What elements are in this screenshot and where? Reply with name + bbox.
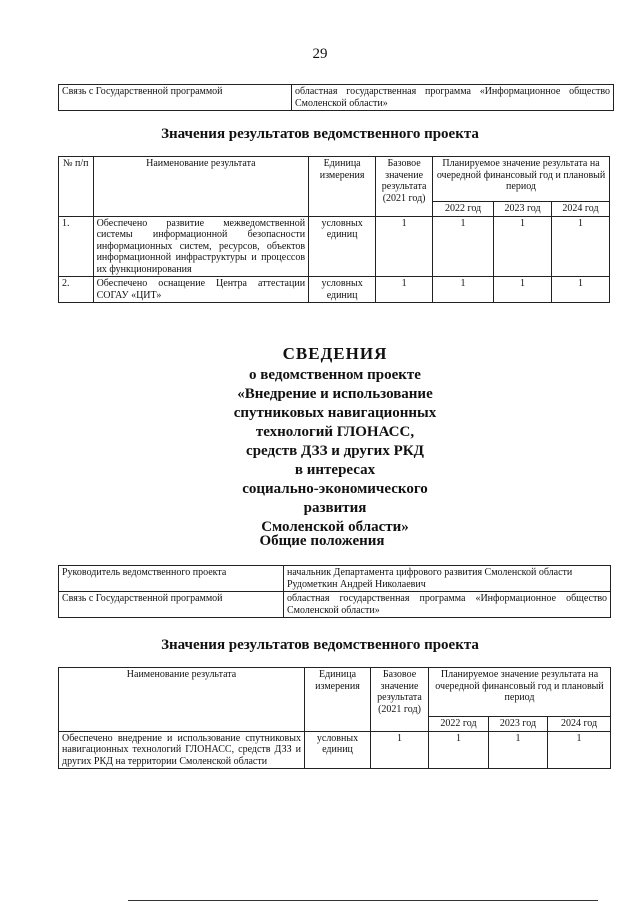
table-row — [59, 566, 611, 592]
general-label: Руководитель ведомственного проекта — [59, 566, 284, 592]
table-row — [59, 592, 611, 618]
header-num: № п/п — [59, 157, 94, 217]
header-2024: 2024 год — [551, 202, 609, 217]
svedenia-line: «Внедрение и использование — [237, 386, 433, 402]
row-base: 1 — [376, 216, 433, 277]
row-num: 1. — [59, 216, 94, 277]
general-value: начальник Департамента цифрового развития Смоленской области Рудометкин Андрей Николаевич — [284, 566, 611, 592]
svedenia-line: Смоленской области» — [261, 519, 409, 535]
table-row — [59, 216, 610, 277]
row-name: Обеспечено внедрение и использование спутниковых навигационных технологий ГЛОНАСС, средств ДЗЗ и других РКД на территории Смоленской области — [59, 731, 305, 769]
header-planned: Планируемое значение результата на очередной финансовый год и плановый период — [429, 668, 611, 717]
table-row — [59, 277, 610, 303]
table-header-row — [59, 157, 610, 202]
row-base: 1 — [376, 277, 433, 303]
header-name: Наименование результата — [93, 157, 309, 217]
program-link-value: областная государственная программа «Информационное общество Смоленской области» — [292, 85, 614, 111]
table-row — [59, 85, 614, 111]
header-base: Базовое значение результата (2021 год) — [371, 668, 429, 732]
svedenia-title: СВЕДЕНИЯ — [282, 344, 388, 363]
row-2022: 1 — [433, 216, 494, 277]
row-2023: 1 — [489, 731, 548, 769]
header-planned: Планируемое значение результата на очередной финансовый год и плановый период — [433, 157, 610, 202]
svedenia-line: развития — [303, 500, 367, 516]
header-2022: 2022 год — [429, 717, 489, 732]
row-2022: 1 — [429, 731, 489, 769]
row-name: Обеспечено оснащение Центра аттестации СОГАУ «ЦИТ» — [93, 277, 309, 303]
results-heading-2: Значения результатов ведомственного проекта — [161, 637, 479, 653]
header-unit: Единица измерения — [305, 668, 371, 732]
table-header-row — [59, 668, 611, 717]
row-num: 2. — [59, 277, 94, 303]
svedenia-line: в интересах — [294, 462, 376, 478]
table-row — [59, 731, 611, 769]
page-bottom-line — [128, 900, 598, 901]
row-2024: 1 — [548, 731, 611, 769]
page-number: 29 — [312, 46, 328, 62]
svedenia-line: средств ДЗЗ и других РКД — [246, 443, 424, 459]
svedenia-line: спутниковых навигационных — [233, 405, 437, 421]
header-2023: 2023 год — [489, 717, 548, 732]
row-base: 1 — [371, 731, 429, 769]
general-heading: Общие положения — [259, 533, 385, 549]
row-unit: условных единиц — [305, 731, 371, 769]
row-2022: 1 — [433, 277, 494, 303]
program-link-label: Связь с Государственной программой — [59, 85, 292, 111]
general-value: областная государственная программа «Информационное общество Смоленской области» — [284, 592, 611, 618]
results-table-1 — [58, 156, 610, 303]
program-link-table-top — [58, 84, 614, 111]
header-base: Базовое значение результата (2021 год) — [376, 157, 433, 217]
row-unit: условных единиц — [309, 277, 376, 303]
header-2022: 2022 год — [433, 202, 494, 217]
general-table — [58, 565, 611, 618]
row-unit: условных единиц — [309, 216, 376, 277]
svedenia-line: технологий ГЛОНАСС, — [255, 424, 415, 440]
row-name: Обеспечено развитие межведомственной системы информационной безопасности информационных систем, ресурсов, объектов информационной инфраструктуры и процессов их функционирования — [93, 216, 309, 277]
general-label: Связь с Государственной программой — [59, 592, 284, 618]
header-unit: Единица измерения — [309, 157, 376, 217]
svedenia-block — [0, 342, 640, 537]
header-name: Наименование результата — [59, 668, 305, 732]
svedenia-line: о ведомственном проекте — [249, 367, 421, 383]
row-2024: 1 — [551, 216, 609, 277]
svedenia-line: социально-экономического — [242, 481, 428, 497]
row-2023: 1 — [494, 216, 552, 277]
header-2024: 2024 год — [548, 717, 611, 732]
results-heading-1: Значения результатов ведомственного проекта — [161, 126, 479, 142]
header-2023: 2023 год — [494, 202, 552, 217]
row-2024: 1 — [551, 277, 609, 303]
row-2023: 1 — [494, 277, 552, 303]
results-table-2 — [58, 667, 611, 769]
